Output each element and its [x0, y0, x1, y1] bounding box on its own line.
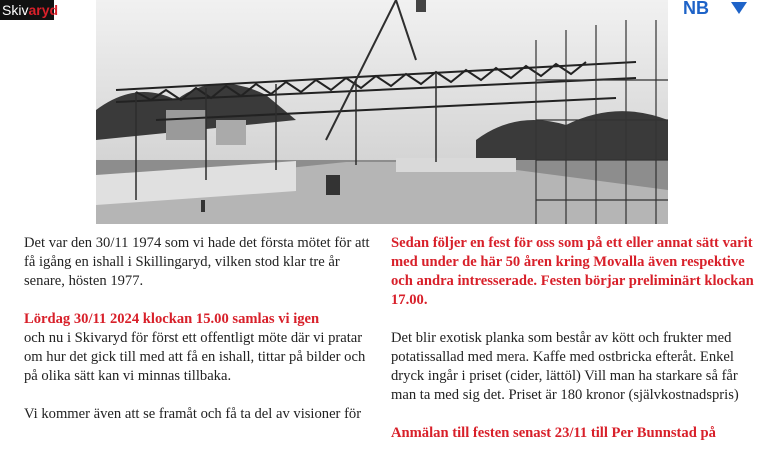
registration-highlight: Anmälan till festen senast 23/11 till Per Bunnstad på [391, 425, 716, 441]
party-highlight: Sedan följer en fest för oss som på ett eller annat sätt varit med under de här 50 åren kring Movalla även respektive och andra intresserade. Festen börjar preliminärt klockan 17.00. [391, 235, 754, 308]
skivaryd-logo [0, 0, 59, 20]
nb-logo [683, 0, 763, 16]
left-column [24, 234, 374, 443]
nb-logo-mark [731, 2, 747, 14]
logo-text-part1: Skiv [2, 2, 29, 18]
meeting-paragraph: och nu i Skivaryd för först ett offentligt möte där vi pratar om hur det gick till med att få en ishall, tittar på bilder och på olika sätt kan vi minnas tillbaka. [24, 330, 366, 384]
intro-paragraph: Det var den 30/11 1974 som vi hade det första mötet för att få igång en ishall i Skillingaryd, vilken stod klar tre år senare, hösten 1977. [24, 235, 370, 289]
vision-paragraph: Vi kommer även att se framåt och få ta del av visioner för [24, 406, 362, 422]
construction-photo [96, 0, 668, 224]
logo-text-part2: aryd [28, 2, 59, 18]
event-highlight: Lördag 30/11 2024 klockan 15.00 samlas vi igen [24, 311, 320, 327]
nb-logo-text: NB [683, 0, 709, 18]
right-column [391, 234, 761, 462]
menu-paragraph: Det blir exotisk planka som består av kött och frukter med potatissallad med mera. Kaffe med ostbricka efteråt. Enkel dryck ingår i priset (cider, lättöl) Vill man ha starkare så får man ta med sig det. Priset är 180 kronor (självkostnadspris) [391, 330, 739, 403]
